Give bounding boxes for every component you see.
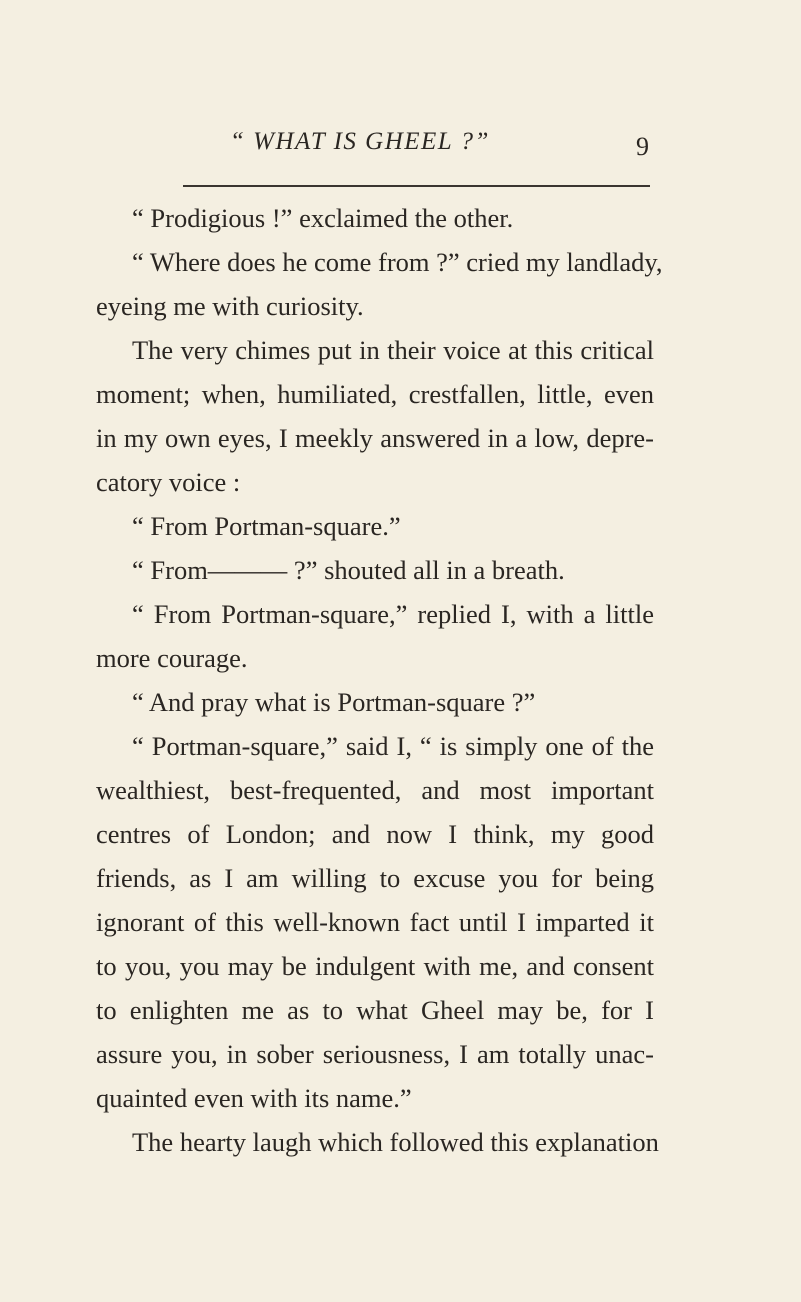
text-line: to you, you may be indulgent with me, and consent (96, 951, 654, 981)
text-line: in my own eyes, I meekly answered in a low, depre- (96, 423, 654, 453)
header-rule (183, 185, 650, 187)
text-line: to enlighten me as to what Gheel may be, for I (96, 995, 654, 1025)
text-line: eyeing me with curiosity. (96, 291, 364, 321)
text-line: “ From Portman-square,” replied I, with a little (132, 599, 654, 629)
text-line: catory voice : (96, 467, 241, 497)
text-line: assure you, in sober seriousness, I am totally unac- (96, 1039, 654, 1069)
text-line: The hearty laugh which followed this explanation (132, 1127, 659, 1157)
text-line: moment; when, humiliated, crestfallen, little, even (96, 379, 654, 409)
text-line: centres of London; and now I think, my good (96, 819, 654, 849)
text-line: ignorant of this well-known fact until I imparted it (96, 907, 654, 937)
text-line: “ Portman-square,” said I, “ is simply one of the (132, 731, 654, 761)
running-head (0, 128, 801, 168)
running-title: “ WHAT IS GHEEL ?” (230, 128, 490, 155)
page-number: 9 (636, 132, 649, 161)
text-line: quainted even with its name.” (96, 1083, 412, 1113)
text-line: “ Where does he come from ?” cried my landlady, (132, 247, 663, 277)
text-line: friends, as I am willing to excuse you for being (96, 863, 654, 893)
text-line: more courage. (96, 643, 248, 673)
text-line: “ Prodigious !” exclaimed the other. (132, 203, 514, 233)
text-line: “ From Portman-square.” (132, 511, 401, 541)
text-line: The very chimes put in their voice at this critical (132, 335, 654, 365)
text-line: wealthiest, best-frequented, and most important (96, 775, 654, 805)
text-line: “ From——— ?” shouted all in a breath. (132, 555, 565, 585)
text-line: “ And pray what is Portman-square ?” (132, 687, 536, 717)
body-text (96, 196, 663, 1164)
